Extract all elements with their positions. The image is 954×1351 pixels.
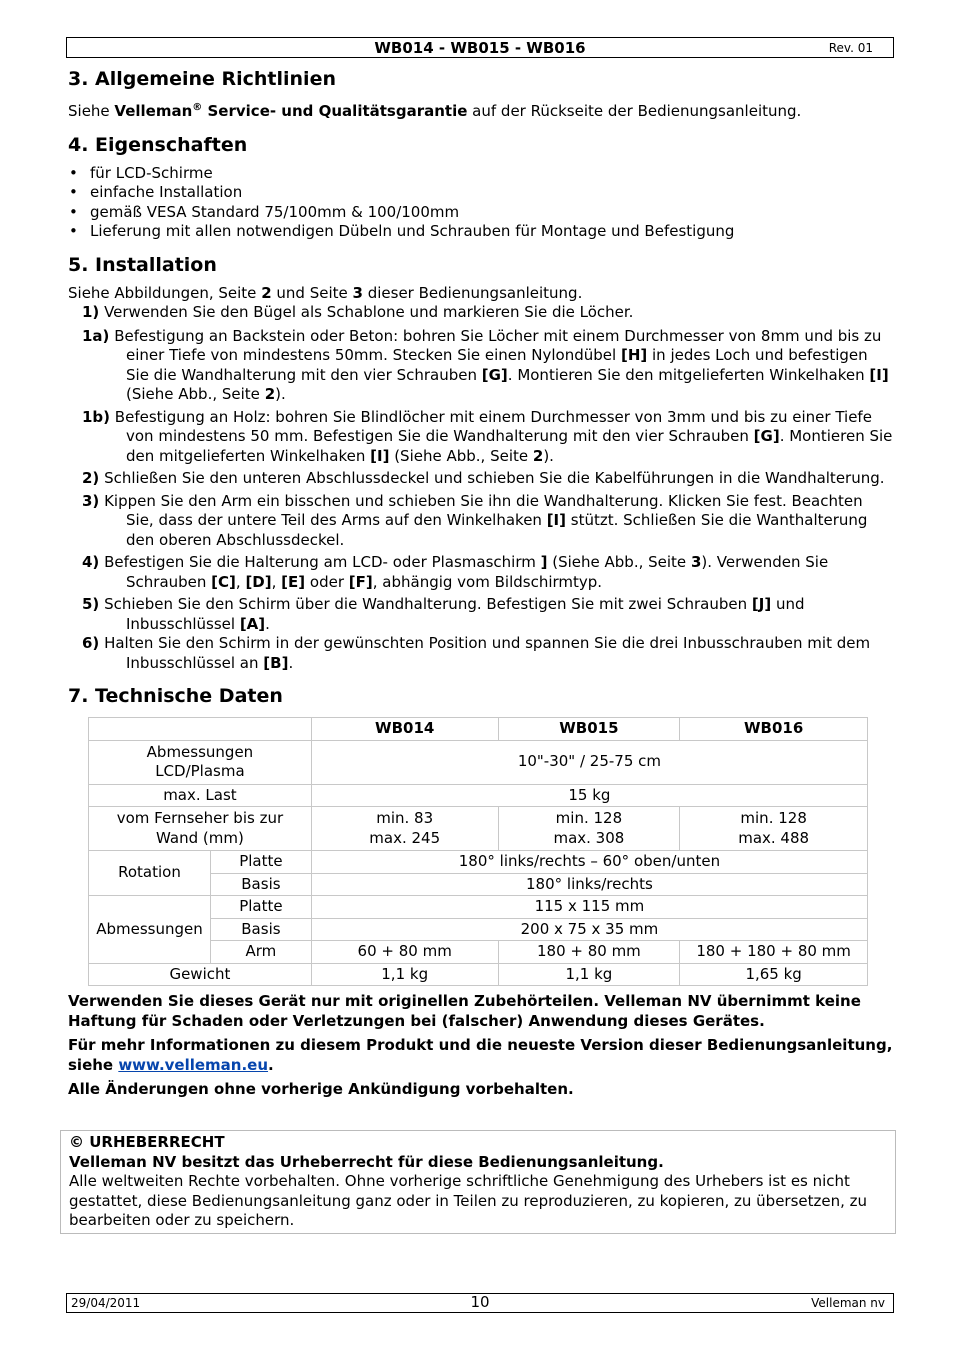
page-ref: 3 bbox=[352, 283, 363, 302]
list-item: • für LCD-Schirme bbox=[68, 164, 893, 184]
table-row bbox=[89, 740, 868, 784]
table-header-row bbox=[89, 718, 868, 741]
column-header: WB016 bbox=[680, 718, 868, 741]
step-text: und Inbusschlüssel bbox=[126, 595, 805, 633]
header-title: WB014 - WB015 - WB016 bbox=[374, 39, 586, 57]
step-text: in jedes Loch und befestigen Sie die Wandhalterung mit den vier Schrauben bbox=[126, 346, 868, 384]
part-ref: [C] bbox=[211, 572, 236, 591]
row-label: Abmessungen bbox=[89, 896, 211, 964]
step-text: . Montieren Sie den mitgelieferten Winkelhaken bbox=[126, 427, 893, 465]
page-footer bbox=[66, 1293, 894, 1313]
table-cell bbox=[498, 807, 680, 851]
step-number: 1b) bbox=[82, 407, 111, 426]
copyright-subtitle: Velleman NV besitzt das Urheberrecht für diese Bedienungsanleitung. bbox=[69, 1152, 664, 1171]
step-number: 1) bbox=[82, 303, 100, 321]
section-heading-installation: 5. Installation bbox=[68, 253, 217, 276]
table-cell bbox=[680, 807, 868, 851]
step-text: ). Verwenden Sie Schrauben bbox=[126, 553, 829, 591]
page-content bbox=[68, 66, 893, 1100]
part-ref: [A] bbox=[239, 614, 266, 633]
step-number: 4) bbox=[82, 553, 100, 571]
min-value: min. 83 bbox=[376, 809, 434, 827]
brand-name: Velleman bbox=[114, 102, 193, 120]
part-ref: [G] bbox=[753, 427, 780, 445]
text-fragment: und Seite bbox=[271, 283, 353, 302]
sub-label: Platte bbox=[210, 896, 311, 919]
row-label: Gewicht bbox=[89, 963, 312, 986]
step-text: stützt. Schließen Sie die Wanthalterung den oberen Abschlussdeckel. bbox=[126, 511, 868, 549]
page-ref: 2 bbox=[264, 385, 276, 403]
copyright-box bbox=[60, 1130, 896, 1234]
install-step-1a bbox=[82, 327, 893, 405]
install-step-1b bbox=[82, 408, 893, 467]
step-text: , bbox=[235, 572, 246, 591]
text-fragment: auf der Rückseite der Bedienungsanleitung. bbox=[467, 102, 802, 120]
part-ref: [I] bbox=[869, 365, 889, 384]
sub-label: Basis bbox=[210, 918, 311, 941]
install-step-5 bbox=[82, 595, 893, 634]
step-text: ). bbox=[275, 385, 286, 403]
table-cell: 10"-30" / 25-75 cm bbox=[311, 740, 867, 784]
text-fragment: Siehe Abbildungen, Seite bbox=[68, 283, 262, 302]
list-item: • gemäß VESA Standard 75/100mm & 100/100mm bbox=[68, 203, 893, 223]
step-text: (Siehe Abb., Seite bbox=[547, 553, 691, 571]
copyright-title: © URHEBERRECHT bbox=[69, 1133, 225, 1151]
part-ref: [I] bbox=[370, 446, 390, 465]
install-step-6 bbox=[82, 634, 893, 673]
part-ref: [E] bbox=[281, 572, 306, 591]
text-fragment: dieser Bedienungsanleitung. bbox=[362, 283, 583, 302]
step-text: , bbox=[271, 572, 282, 591]
row-label: Rotation bbox=[89, 851, 211, 896]
step-number: 1a) bbox=[82, 326, 110, 345]
part-ref: [H] bbox=[620, 346, 648, 364]
part-ref: [I] bbox=[546, 511, 566, 529]
table-cell bbox=[89, 718, 312, 741]
text-fragment: . bbox=[268, 1055, 274, 1074]
part-ref: [F] bbox=[348, 572, 373, 591]
row-label: max. Last bbox=[89, 784, 312, 807]
section-heading-general: 3. Allgemeine Richtlinien bbox=[68, 68, 336, 90]
step-text: Befestigen Sie die Halterung am LCD- oder Plasmaschirm bbox=[99, 553, 541, 571]
footer-date: 29/04/2011 bbox=[71, 1296, 141, 1310]
list-item: • Lieferung mit allen notwendigen Dübeln und Schrauben für Montage und Befestigung bbox=[68, 222, 893, 242]
table-row bbox=[89, 784, 868, 807]
usage-notice: Verwenden Sie dieses Gerät nur mit originellen Zubehörteilen. Velleman NV übernimmt keine Haftung für Schaden oder Verletzungen bei (falscher) Anwendung dieses Gerätes. bbox=[68, 992, 861, 1030]
min-value: min. 128 bbox=[555, 809, 623, 827]
table-row bbox=[89, 896, 868, 919]
technical-data-table bbox=[88, 717, 868, 986]
header-revision: Rev. 01 bbox=[828, 41, 873, 55]
sub-label: Arm bbox=[210, 941, 311, 964]
install-step-1 bbox=[82, 303, 893, 323]
step-text: (Siehe Abb., Seite bbox=[126, 385, 265, 403]
min-value: min. 128 bbox=[740, 809, 807, 827]
page-number: 10 bbox=[470, 1293, 490, 1311]
page-ref: 3 bbox=[690, 553, 702, 571]
part-ref: [J] bbox=[751, 595, 772, 613]
installation-intro bbox=[68, 284, 893, 304]
table-cell: 1,1 kg bbox=[311, 963, 498, 986]
part-ref: [B] bbox=[263, 653, 289, 672]
step-text: Halten Sie den Schirm in der gewünschten Position und spannen Sie die drei Inbusschrauben mit dem Inbusschlüssel an bbox=[99, 634, 871, 672]
step-number: 3) bbox=[82, 491, 100, 510]
part-ref: ] bbox=[540, 553, 548, 571]
general-guidelines-text bbox=[68, 98, 893, 122]
table-cell: 115 x 115 mm bbox=[311, 896, 867, 919]
step-text: . bbox=[288, 653, 294, 672]
max-value: max. 308 bbox=[553, 828, 625, 847]
footer-company: Velleman nv bbox=[811, 1296, 885, 1310]
table-cell: 200 x 75 x 35 mm bbox=[311, 918, 867, 941]
info-notice bbox=[68, 1036, 893, 1075]
install-step-2 bbox=[82, 469, 893, 489]
table-cell: 180° links/rechts bbox=[311, 873, 867, 896]
step-text: Befestigung an Backstein oder Beton: bohren Sie Löcher mit einem Durchmesser von 8mm und bis zu einer Tiefe von mindestens 50mm. Stecken Sie einen Nylondübel bbox=[109, 326, 882, 364]
install-step-3 bbox=[82, 492, 893, 551]
section-heading-features: 4. Eigenschaften bbox=[68, 133, 248, 156]
step-text: . bbox=[265, 614, 270, 633]
table-cell: 180 + 180 + 80 mm bbox=[680, 941, 868, 964]
text-fragment: Siehe bbox=[68, 102, 115, 120]
step-text: Schieben Sie den Schirm über die Wandhalterung. Befestigen Sie mit zwei Schrauben bbox=[99, 595, 752, 613]
step-text: Befestigung an Holz: bohren Sie Blindlöcher mit einem Durchmesser von 3mm und bis zu einer Tiefe von mindestens 50 mm. Befestigen Sie die Wandhalterung mit den vier Schrauben bbox=[110, 407, 872, 445]
column-header: WB014 bbox=[311, 718, 498, 741]
row-label: Abmessungen LCD/Plasma bbox=[89, 740, 312, 784]
table-cell: 15 kg bbox=[311, 784, 867, 807]
warranty-name: Service- und Qualitätsgarantie bbox=[202, 102, 468, 120]
step-number: 5) bbox=[82, 595, 100, 613]
page-ref: 2 bbox=[532, 446, 544, 465]
part-ref: [G] bbox=[481, 365, 508, 384]
step-number: 2) bbox=[82, 469, 100, 487]
table-cell: 180° links/rechts – 60° oben/unten bbox=[311, 851, 867, 874]
step-text: (Siehe Abb., Seite bbox=[389, 446, 533, 465]
page-ref: 2 bbox=[261, 283, 272, 302]
step-number: 6) bbox=[82, 634, 100, 652]
step-text: Verwenden Sie den Bügel als Schablone und markieren Sie die Löcher. bbox=[99, 303, 634, 321]
step-text: ). bbox=[543, 446, 554, 465]
table-cell: 60 + 80 mm bbox=[311, 941, 498, 964]
column-header: WB015 bbox=[498, 718, 680, 741]
max-value: max. 488 bbox=[738, 828, 810, 847]
table-cell: 1,65 kg bbox=[680, 963, 868, 986]
text-fragment: Für mehr Informationen zu diesem Produkt und die neueste Version dieser Bedienungsanleitung, siehe bbox=[68, 1036, 893, 1074]
sub-label: Platte bbox=[210, 851, 311, 874]
table-cell: 1,1 kg bbox=[498, 963, 680, 986]
changes-notice: Alle Änderungen ohne vorherige Ankündigung vorbehalten. bbox=[68, 1080, 574, 1098]
velleman-website-link[interactable]: www.velleman.eu bbox=[118, 1055, 269, 1074]
table-cell: 180 + 80 mm bbox=[498, 941, 680, 964]
install-step-4 bbox=[82, 553, 893, 592]
section-heading-technical: 7. Technische Daten bbox=[68, 685, 283, 707]
list-item: • einfache Installation bbox=[68, 183, 893, 203]
table-cell bbox=[311, 807, 498, 851]
step-text: . Montieren Sie den mitgelieferten Winkelhaken bbox=[507, 365, 870, 384]
page-header bbox=[66, 37, 894, 58]
step-text: Schließen Sie den unteren Abschlussdeckel und schieben Sie die Kabelführungen in die Wandhalterung. bbox=[99, 469, 885, 487]
copyright-body: Alle weltweiten Rechte vorbehalten. Ohne vorherige schriftliche Genehmigung des Urhebers ist es nicht gestattet, diese Bedienungsanleitung ganz oder in Teilen zu reproduzieren, zu kopieren, zu übersetzen, zu bearbeiten oder zu speichern. bbox=[69, 1172, 868, 1229]
max-value: max. 245 bbox=[369, 828, 441, 847]
step-text: oder bbox=[305, 572, 349, 591]
step-text: Kippen Sie den Arm ein bisschen und schieben Sie ihn die Wandhalterung. Klicken Sie fest. Beachten Sie, dass der untere Teil des Arms auf den Winkelhaken bbox=[99, 491, 863, 529]
part-ref: [D] bbox=[245, 572, 272, 591]
sub-label: Basis bbox=[210, 873, 311, 896]
table-row bbox=[89, 851, 868, 874]
registered-mark: ® bbox=[192, 102, 203, 113]
table-row bbox=[89, 963, 868, 986]
table-row bbox=[89, 807, 868, 851]
row-label: vom Fernseher bis zur Wand (mm) bbox=[89, 807, 312, 851]
step-text: , abhängig vom Bildschirmtyp. bbox=[372, 572, 603, 591]
features-list bbox=[68, 164, 893, 242]
